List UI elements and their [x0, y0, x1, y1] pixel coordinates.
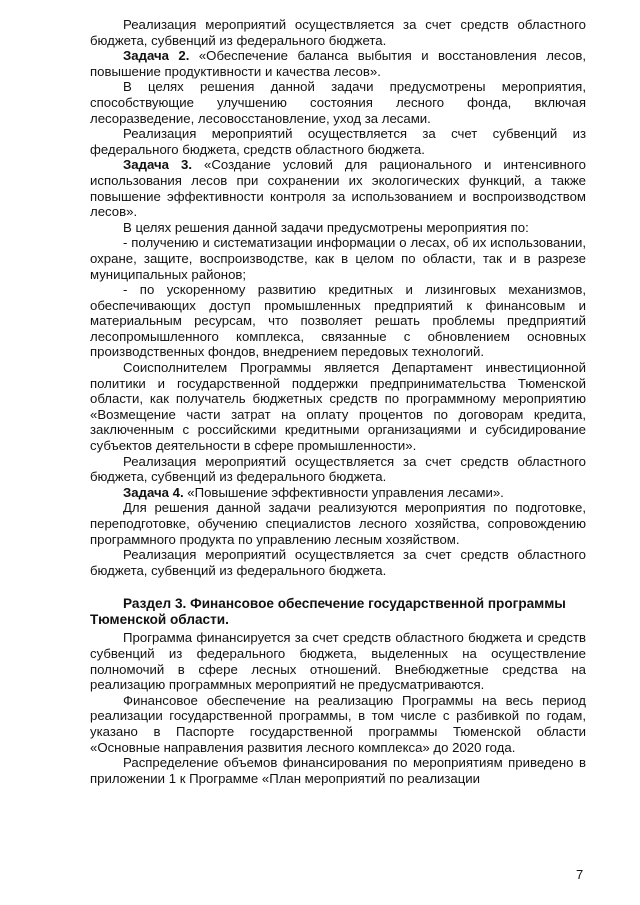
paragraph-task-2-measures: В целях решения данной задачи предусмотрены мероприятия, способствующие улучшению состояния лесного фонда, включая лесоразведение, лесовосстановление, уход за лесами.	[90, 79, 586, 126]
list-item-credit: - по ускоренному развитию кредитных и лизинговых механизмов, обеспечивающих доступ промышленных предприятий к финансовым и материальным ресурсам, что позволяет решать проблемы предприятий лесопромышленного комплекса, связанные с обновлением основных производственных фондов, внедрением передовых технологий.	[90, 282, 586, 360]
paragraph-task-3-measures: В целях решения данной задачи предусмотрены мероприятия по:	[123, 219, 529, 235]
paragraph-funding-2: Реализация мероприятий осуществляется за счет субвенций из федерального бюджета, средств областного бюджета.	[90, 126, 586, 157]
paragraph-financial-support: Финансовое обеспечение на реализацию Программы на весь период реализации государственной программы, в том числе с разбивкой по годам, указано в Паспорте государственной программы Тюменской области «Основные направления развития лесного комплекса» до 2020 года.	[90, 692, 586, 755]
paragraph-coexecutor: Соисполнителем Программы является Департамент инвестиционной политики и государственной поддержки предпринимательства Тюменской области, как получатель бюджетных средств по программному мероприятию «Возмещение части затрат на оплату процентов по договорам кредита, заключенным с российскими кредитными организациями и субсидирование субъектов деятельности в сфере промышленности».	[90, 360, 586, 454]
section-heading: Раздел 3. Финансовое обеспечение государственной программы Тюменской области.	[90, 596, 566, 628]
paragraph-task-4-measures: Для решения данной задачи реализуются мероприятия по подготовке, переподготовке, обучению специалистов лесного хозяйства, сопровождению программного продукта по управлению лесным хозяйством.	[90, 500, 586, 547]
paragraph-task-3: Задача 3. «Создание условий для рационального и интенсивного использования лесов при сохранении их экологических функций, а также повышение эффективности контроля за использованием и воспроизводством лесов».	[90, 157, 587, 220]
paragraph-task-2: Задача 2. «Обеспечение баланса выбытия и восстановления лесов, повышение продуктивности и качества лесов».	[90, 48, 586, 79]
task-2-label: Задача 2.	[123, 48, 190, 64]
list-item-information: - получению и систематизации информации о лесах, об их использовании, охране, защите, воспроизводстве, как в целом по области, так и в разрезе муниципальных районов;	[90, 235, 586, 282]
page-number: 7	[576, 867, 584, 882]
paragraph-financing: Программа финансируется за счет средств областного бюджета и средств субвенций из федерального бюджета, выделенных на осуществление полномочий в сфере лесных отношений. Внебюджетные средства на реализацию программных мероприятий не предусматриваются.	[90, 630, 586, 693]
paragraph-task-4: Задача 4. «Повышение эффективности управления лесами».	[123, 484, 504, 500]
document-page	[90, 17, 586, 786]
paragraph-funding-3: Реализация мероприятий осуществляется за счет средств областного бюджета, субвенций из федерального бюджета.	[90, 453, 586, 485]
task-3-label: Задача 3.	[123, 157, 192, 173]
task-4-label: Задача 4.	[123, 484, 184, 500]
paragraph-funding-4: Реализация мероприятий осуществляется за счет средств областного бюджета, субвенций из федерального бюджета.	[90, 547, 586, 578]
paragraph-funding-1: Реализация мероприятий осуществляется за счет средств областного бюджета, субвенций из федерального бюджета.	[90, 17, 586, 48]
paragraph-distribution: Распределение объемов финансирования по мероприятиям приведено в приложении 1 к Программе «План мероприятий по реализации	[90, 755, 586, 786]
